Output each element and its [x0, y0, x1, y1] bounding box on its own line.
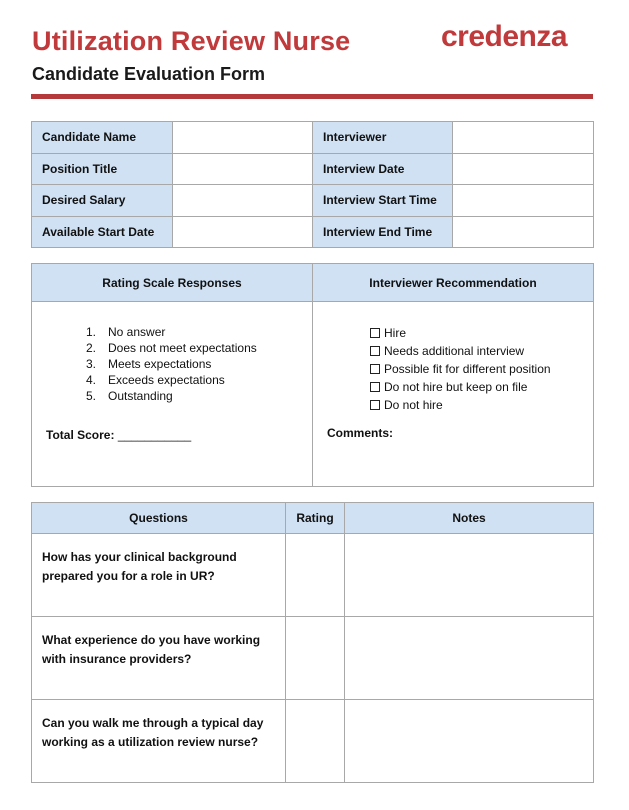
rating-field[interactable]: [286, 534, 345, 617]
recommendation-additional-interview[interactable]: Needs additional interview: [370, 342, 551, 360]
checkbox-icon[interactable]: [370, 328, 380, 338]
rating-header: Rating: [286, 503, 345, 534]
info-row: [32, 216, 594, 248]
notes-field[interactable]: [345, 700, 594, 783]
total-score-label: Total Score:: [46, 428, 115, 442]
rating-scale-header: Rating Scale Responses: [32, 264, 313, 302]
rating-field[interactable]: [286, 617, 345, 700]
list-item: 2. Does not meet expectations: [86, 341, 257, 355]
rating-scale-cell: [32, 302, 313, 487]
table-row: [32, 534, 594, 617]
info-row: [32, 185, 594, 217]
interviewer-field[interactable]: [453, 122, 594, 154]
rating-field[interactable]: [286, 700, 345, 783]
recommendation-cell: [313, 302, 594, 487]
recommendation-different-position[interactable]: Possible fit for different position: [370, 360, 551, 378]
rating-table: [31, 263, 594, 487]
notes-field[interactable]: [345, 534, 594, 617]
checkbox-icon[interactable]: [370, 364, 380, 374]
questions-header: Questions: [32, 503, 286, 534]
candidate-name-label: Candidate Name: [32, 122, 173, 154]
comments-label: Comments:: [327, 426, 394, 440]
interview-end-time-field[interactable]: [453, 216, 594, 248]
title-divider: [31, 94, 593, 99]
interview-end-time-label: Interview End Time: [313, 216, 453, 248]
candidate-info-table: [31, 121, 594, 248]
total-score-line[interactable]: ___________: [117, 428, 192, 442]
checkbox-icon[interactable]: [370, 400, 380, 410]
candidate-name-field[interactable]: [173, 122, 313, 154]
position-title-label: Position Title: [32, 153, 173, 185]
recommendation-list: [370, 324, 551, 414]
available-start-date-label: Available Start Date: [32, 216, 173, 248]
list-item: 4. Exceeds expectations: [86, 373, 225, 387]
recommendation-hire[interactable]: Hire: [370, 324, 551, 342]
form-subtitle: Candidate Evaluation Form: [32, 64, 266, 84]
interview-date-label: Interview Date: [313, 153, 453, 185]
desired-salary-label: Desired Salary: [32, 185, 173, 217]
info-row: [32, 122, 594, 154]
list-item: 3. Meets expectations: [86, 357, 212, 371]
credenza-logo: credenza: [441, 20, 568, 53]
question-text: How has your clinical background prepared you for a role in UR?: [32, 534, 286, 617]
checkbox-icon[interactable]: [370, 346, 380, 356]
recommendation-do-not-hire[interactable]: Do not hire: [370, 396, 551, 414]
question-text: Can you walk me through a typical day working as a utilization review nurse?: [32, 700, 286, 783]
interviewer-label: Interviewer: [313, 122, 453, 154]
notes-field[interactable]: [345, 617, 594, 700]
checkbox-icon[interactable]: [370, 382, 380, 392]
interview-date-field[interactable]: [453, 153, 594, 185]
notes-header: Notes: [345, 503, 594, 534]
recommendation-header: Interviewer Recommendation: [313, 264, 594, 302]
questions-table: [31, 502, 594, 783]
rating-scale-list: [86, 324, 257, 404]
position-title-field[interactable]: [173, 153, 313, 185]
info-row: [32, 153, 594, 185]
list-item: 5. Outstanding: [86, 389, 173, 403]
table-row: [32, 700, 594, 783]
question-text: What experience do you have working with insurance providers?: [32, 617, 286, 700]
table-row: [32, 617, 594, 700]
list-item: 1. No answer: [86, 325, 166, 339]
form-title: Utilization Review Nurse: [32, 26, 351, 56]
interview-start-time-label: Interview Start Time: [313, 185, 453, 217]
desired-salary-field[interactable]: [173, 185, 313, 217]
interview-start-time-field[interactable]: [453, 185, 594, 217]
total-score[interactable]: [46, 428, 191, 442]
recommendation-keep-on-file[interactable]: Do not hire but keep on file: [370, 378, 551, 396]
available-start-date-field[interactable]: [173, 216, 313, 248]
